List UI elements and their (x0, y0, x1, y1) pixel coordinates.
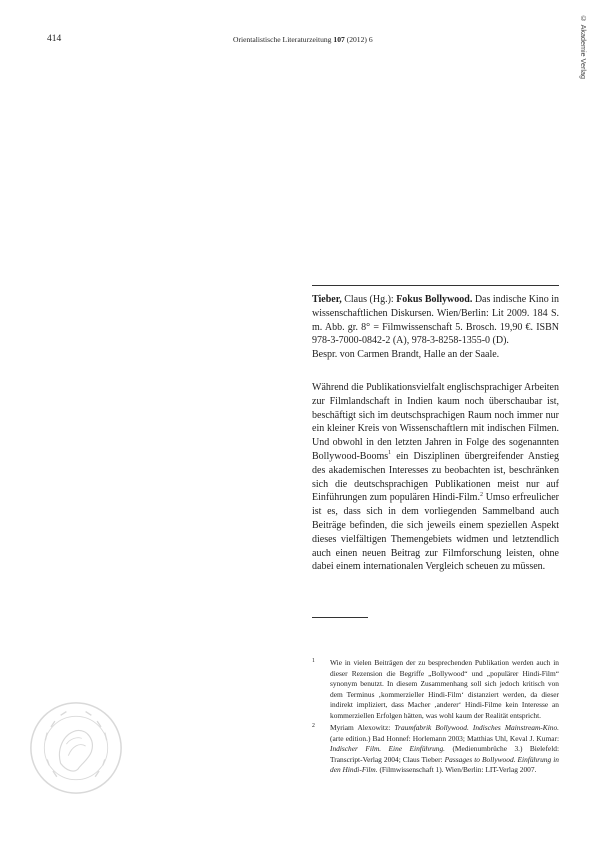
footnote-divider (312, 617, 368, 618)
journal-name: Orientalistische Literaturzeitung (233, 35, 332, 44)
footnote-1-text: Wie in vielen Beiträgen der zu besprechenden Publikation werden auch in dieser Rezension die Begriffe „Bollywood“ und „populärer Hindi-Film“ synonym benutzt. In diesem Zusammenhang soll sich jedoch kritisch von dem Terminus ‚kommerzieller Hindi-Film‘ distanziert werden, da dieser indirekt impliziert, dass Macher ‚anderer‘ Hindi-Filme kein Interesse an kommerziellen Erfolgen hätten, was wohl kaum der Realität entspricht. (330, 658, 559, 720)
journal-volume: 107 (333, 35, 345, 44)
footnotes (312, 658, 559, 778)
citation-details: Das indische Kino in wissenschaftlichen Diskursen. Wien/Berlin: Lit 2009. 184 S. m. Abb. gr. 8° = Filmwissenschaft 5. Brosch. 19,90 €. ISBN 978-3-7000-0842-2 (A), 978-3-8258-1355-0 (D). (312, 294, 559, 347)
academy-seal-watermark (28, 700, 124, 796)
footnote-2-title-3: Passages to Bollywood. Einführung in den Hindi-Film. (330, 754, 559, 774)
footnote-2-title-2: Indischer Film. Eine Einführung. (330, 744, 446, 753)
review-text-part-2: ein Disziplinen übergreifender Anstieg des akademischen Interesses zu beobachten ist, beschränken sich die deutschsprachigen Publikationen meist nur auf Einführungen zum populären Hindi-Film. (312, 450, 559, 504)
copyright-notice: © Akademie Verlag (579, 14, 588, 79)
footnote-1-mark: 1 (312, 658, 315, 664)
review-text-part-1: Während die Publikationsvielfalt englischsprachiger Arbeiten zur Filmlandschaft in Indien kaum noch überschaubar ist, beschäftigt sich im deutschsprachigen Raum noch immer nur ein kleiner Kreis von Wissenschaftlern mit indischen Filmen. Und obwohl in den letzten Jahren in Folge des sogenannten Bollywood-Booms (312, 382, 559, 462)
reviewer-line: Bespr. von Carmen Brandt, Halle an der Saale. (312, 349, 500, 361)
footnote-2-part-c: (arte edition.) Bad Honnef: Horlemann 2003; Matthias Uhl, Keval J. Kumar: (330, 733, 559, 743)
running-head (233, 35, 373, 44)
section-divider (312, 285, 559, 286)
citation-title: Fokus Bollywood. (396, 294, 473, 305)
footnote-2-part-e: (Medienumbrüche 3.) Bielefeld: Transcript-Verlag 2004; Claus Tieber: (330, 744, 560, 764)
footnote-2-part-g: (Filmwissenschaft 1). Wien/Berlin: LIT-Verlag 2007. (377, 765, 537, 774)
footnote-2-mark: 2 (312, 723, 315, 729)
review-text-part-3: Umso erfreulicher ist es, dass sich in dem vorliegenden Sammelband auch Beiträge befinden, die sich jeweils einem speziellen Aspekt dieses vielfältigen Themengebiets widmen und letztendlich auch einen neuen Beitrag zur Filmforschung leisten, ohne dabei einem internationalen Vergleich scheuen zu müssen. (312, 492, 559, 573)
review-paragraph (312, 381, 559, 574)
footnote-2-author: Myriam Alexowitz: (330, 723, 395, 732)
bibliographic-citation (312, 293, 559, 362)
journal-year-issue: (2012) 6 (346, 35, 373, 44)
footnote-ref-2[interactable]: 2 (479, 491, 483, 498)
page-number: 414 (47, 34, 62, 44)
footnote-ref-1[interactable]: 1 (388, 450, 392, 457)
footnote-1 (312, 658, 559, 721)
citation-author-last: Tieber, (312, 294, 342, 305)
footnote-2 (312, 723, 559, 776)
footnote-2-title-1: Traumfabrik Bollywood. Indisches Mainstream-Kino. (394, 723, 559, 732)
citation-author-rest: Claus (Hg.): (341, 294, 397, 305)
